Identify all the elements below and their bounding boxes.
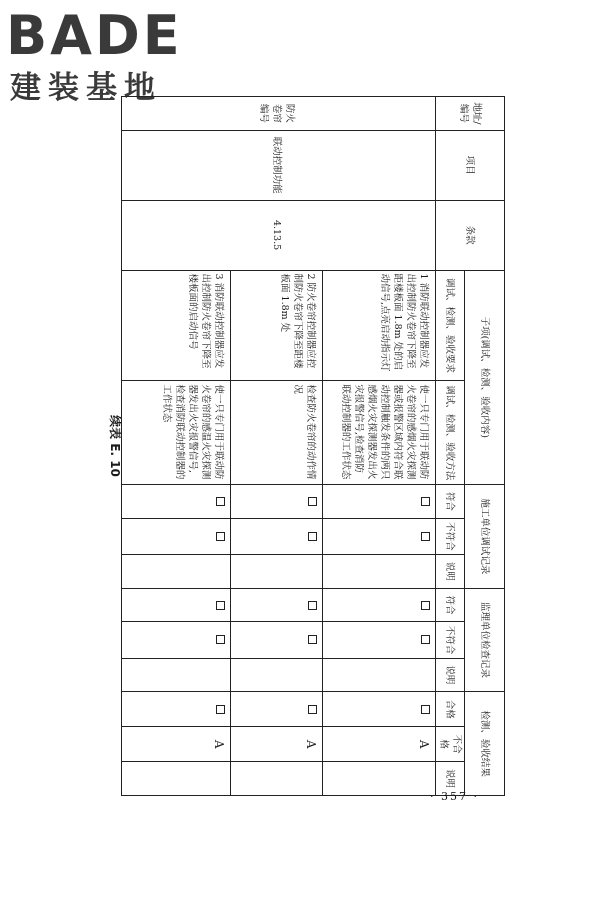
header-item: 项目 bbox=[436, 130, 505, 200]
method-cell: 使一只专门用于联动防火卷帘的感烟火灾探测器或报警区域内符合联动控制触发条件的两只感烟火灾探测器发出火灾报警信号,检查消防联动控制器的工作状态 bbox=[323, 381, 436, 485]
header-inspection: 检测、验收结果 bbox=[465, 692, 505, 796]
location-value: 防火卷帘编号 bbox=[122, 97, 436, 131]
header-supervision: 监理单位检查记录 bbox=[465, 588, 505, 692]
supervision-pass-checkbox[interactable] bbox=[122, 588, 231, 622]
requirement-cell: 3 消防联动控制器应发出控制防火卷帘下降至楼板面的启动信号 bbox=[122, 270, 231, 381]
header-supervision-fail: 不符合 bbox=[436, 622, 465, 658]
supervision-fail-checkbox[interactable] bbox=[323, 622, 436, 658]
item-value: 联动控制功能 bbox=[122, 130, 436, 200]
method-cell: 使一只专门用于联动防火卷帘的感温火灾探测器发出火灾报警信号,检查消防联动控制器的工作状态 bbox=[122, 381, 231, 485]
supervision-note-cell bbox=[323, 658, 436, 692]
qualified-checkbox[interactable] bbox=[323, 692, 436, 727]
clause-value: 4.13.5 bbox=[122, 200, 436, 270]
header-unqualified: 不合格 bbox=[436, 727, 465, 762]
header-clause: 条款 bbox=[436, 200, 505, 270]
table-row bbox=[323, 97, 436, 796]
inspection-note-cell bbox=[122, 762, 231, 796]
supervision-note-cell bbox=[122, 658, 231, 692]
header-construction-fail: 不符合 bbox=[436, 518, 465, 554]
header-location: 地址/编号 bbox=[436, 97, 505, 131]
logo-subtitle: 建装基地 bbox=[10, 70, 162, 106]
construction-fail-checkbox[interactable] bbox=[323, 518, 436, 554]
header-subitem: 子项(调试、检测、验收内容) bbox=[465, 270, 505, 485]
qualified-checkbox[interactable] bbox=[122, 692, 231, 727]
header-supervision-pass: 符合 bbox=[436, 588, 465, 622]
unqualified-mark: A bbox=[231, 727, 323, 762]
supervision-note-cell bbox=[231, 658, 323, 692]
header-inspection-note: 说明 bbox=[436, 762, 465, 796]
construction-note-cell bbox=[231, 554, 323, 588]
qualified-checkbox[interactable] bbox=[231, 692, 323, 727]
header-construction-pass: 符合 bbox=[436, 485, 465, 519]
header-supervision-note: 说明 bbox=[436, 658, 465, 692]
header-construction: 施工单位调试记录 bbox=[465, 485, 505, 589]
requirement-cell: 1 消防联动控制器应发出控制防火卷帘下降至距楼板面 1.8m 处的启动信号,点亮启动指示灯 bbox=[323, 270, 436, 381]
supervision-pass-checkbox[interactable] bbox=[323, 588, 436, 622]
rotated-page-content bbox=[105, 96, 505, 796]
header-method: 调试、检测、验收方法 bbox=[436, 381, 465, 485]
supervision-fail-checkbox[interactable] bbox=[122, 622, 231, 658]
header-qualified: 合格 bbox=[436, 692, 465, 727]
header-construction-note: 说明 bbox=[436, 554, 465, 588]
watermark-logo bbox=[6, 4, 186, 106]
supervision-fail-checkbox[interactable] bbox=[231, 622, 323, 658]
requirement-cell: 2 防火卷帘控制器应控制防火卷帘下降至距楼板面 1.8m 处 bbox=[231, 270, 323, 381]
supervision-pass-checkbox[interactable] bbox=[231, 588, 323, 622]
logo-wordmark: BADE bbox=[6, 4, 183, 67]
construction-note-cell bbox=[122, 554, 231, 588]
construction-pass-checkbox[interactable] bbox=[231, 485, 323, 519]
construction-fail-checkbox[interactable] bbox=[231, 518, 323, 554]
unqualified-mark: A bbox=[122, 727, 231, 762]
inspection-note-cell bbox=[231, 762, 323, 796]
header-row-1 bbox=[465, 97, 505, 796]
table-title: 续表 E. 10 bbox=[108, 415, 122, 477]
unqualified-mark: A bbox=[323, 727, 436, 762]
construction-fail-checkbox[interactable] bbox=[122, 518, 231, 554]
construction-pass-checkbox[interactable] bbox=[122, 485, 231, 519]
inspection-form-table bbox=[121, 96, 505, 796]
inspection-note-cell bbox=[323, 762, 436, 796]
header-requirement: 调试、检测、验收要求 bbox=[436, 270, 465, 381]
construction-pass-checkbox[interactable] bbox=[323, 485, 436, 519]
page-number: · 357 · bbox=[430, 790, 479, 803]
method-cell: 检查防火卷帘的动作情况 bbox=[231, 381, 323, 485]
construction-note-cell bbox=[323, 554, 436, 588]
